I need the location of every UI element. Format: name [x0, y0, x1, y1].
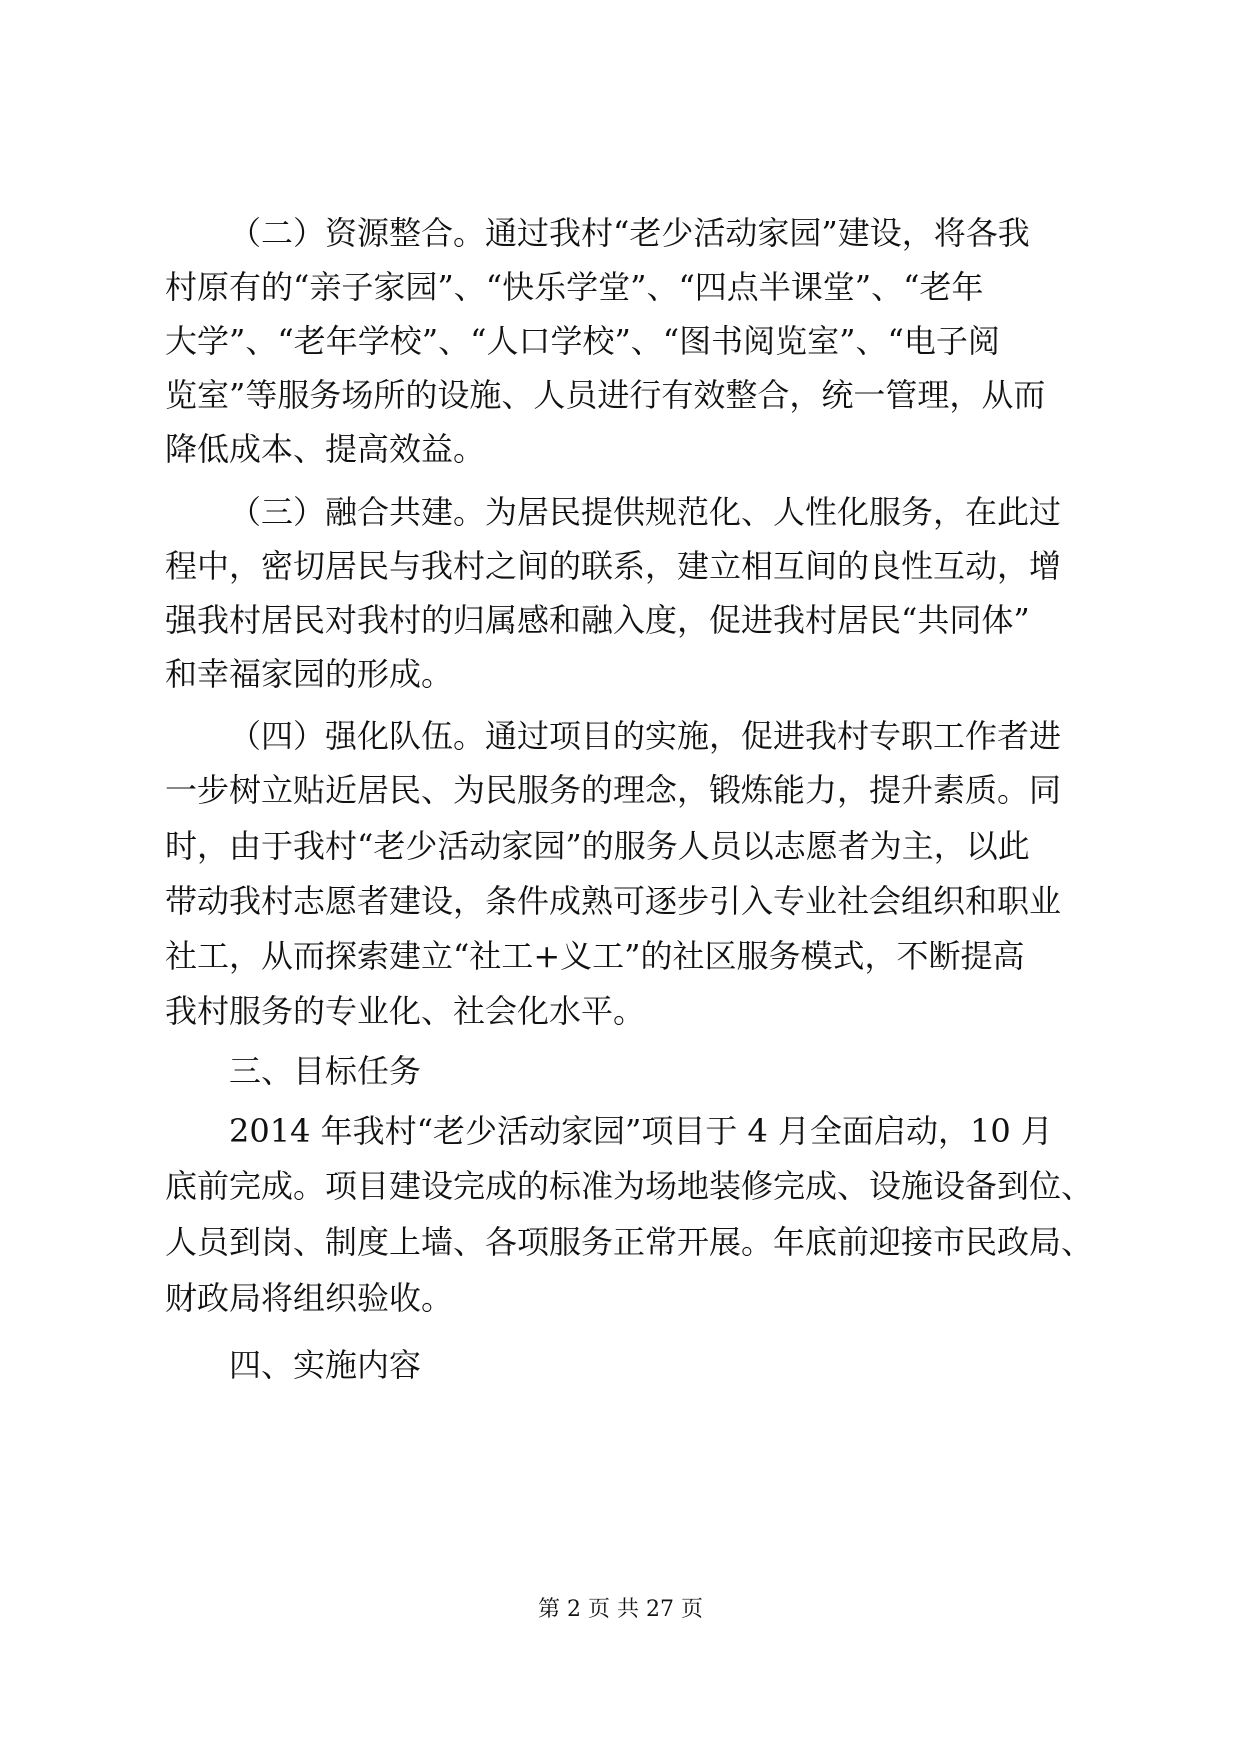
paragraph-targets-line-3: 人员到岗、制度上墙、各项服务正常开展。年底前迎接市民政局、 — [165, 1223, 1094, 1261]
paragraph-4-line-4: 带动我村志愿者建设，条件成熟可逐步引入专业社会组织和职业 — [165, 882, 1062, 920]
paragraph-2-line-5: 降低成本、提高效益。 — [165, 430, 486, 468]
paragraph-targets-line-1: 2014 年我村“老少活动家园”项目于 4 月全面启动，10 月 — [229, 1112, 1053, 1150]
paragraph-4-line-6: 我村服务的专业化、社会化水平。 — [165, 992, 646, 1030]
paragraph-3-line-1: （三）融合共建。为居民提供规范化、人性化服务，在此过 — [229, 493, 1062, 531]
paragraph-2-line-1: （二）资源整合。通过我村“老少活动家园”建设，将各我 — [229, 214, 1030, 252]
paragraph-2-line-2: 村原有的“亲子家园”、“快乐学堂”、“四点半课堂”、“老年 — [165, 268, 984, 306]
paragraph-2-line-4: 览室”等服务场所的设施、人员进行有效整合，统一管理，从而 — [165, 376, 1046, 414]
paragraph-4-line-2: 一步树立贴近居民、为民服务的理念，锻炼能力，提升素质。同 — [165, 771, 1062, 809]
paragraph-3-line-3: 强我村居民对我村的归属感和融入度，促进我村居民“共同体” — [165, 601, 1030, 639]
paragraph-targets-line-4: 财政局将组织验收。 — [165, 1279, 454, 1317]
paragraph-3-line-4: 和幸福家园的形成。 — [165, 655, 454, 693]
paragraph-targets-line-2: 底前完成。项目建设完成的标准为场地装修完成、设施设备到位、 — [165, 1167, 1094, 1205]
paragraph-4-line-1: （四）强化队伍。通过项目的实施，促进我村专职工作者进 — [229, 717, 1062, 755]
page-number-footer: 第 2 页 共 27 页 — [538, 1597, 703, 1622]
paragraph-4-line-3: 时，由于我村“老少活动家园”的服务人员以志愿者为主，以此 — [165, 827, 1030, 865]
paragraph-3-line-2: 程中，密切居民与我村之间的联系，建立相互间的良性互动，增 — [165, 547, 1062, 585]
paragraph-2-line-3: 大学”、“老年学校”、“人口学校”、“图书阅览室”、“电子阅 — [165, 322, 1000, 360]
section-heading-implementation: 四、实施内容 — [229, 1346, 422, 1384]
section-heading-targets: 三、目标任务 — [229, 1052, 422, 1090]
paragraph-4-line-5: 社工，从而探索建立“社工+义工”的社区服务模式，不断提高 — [165, 937, 1025, 975]
